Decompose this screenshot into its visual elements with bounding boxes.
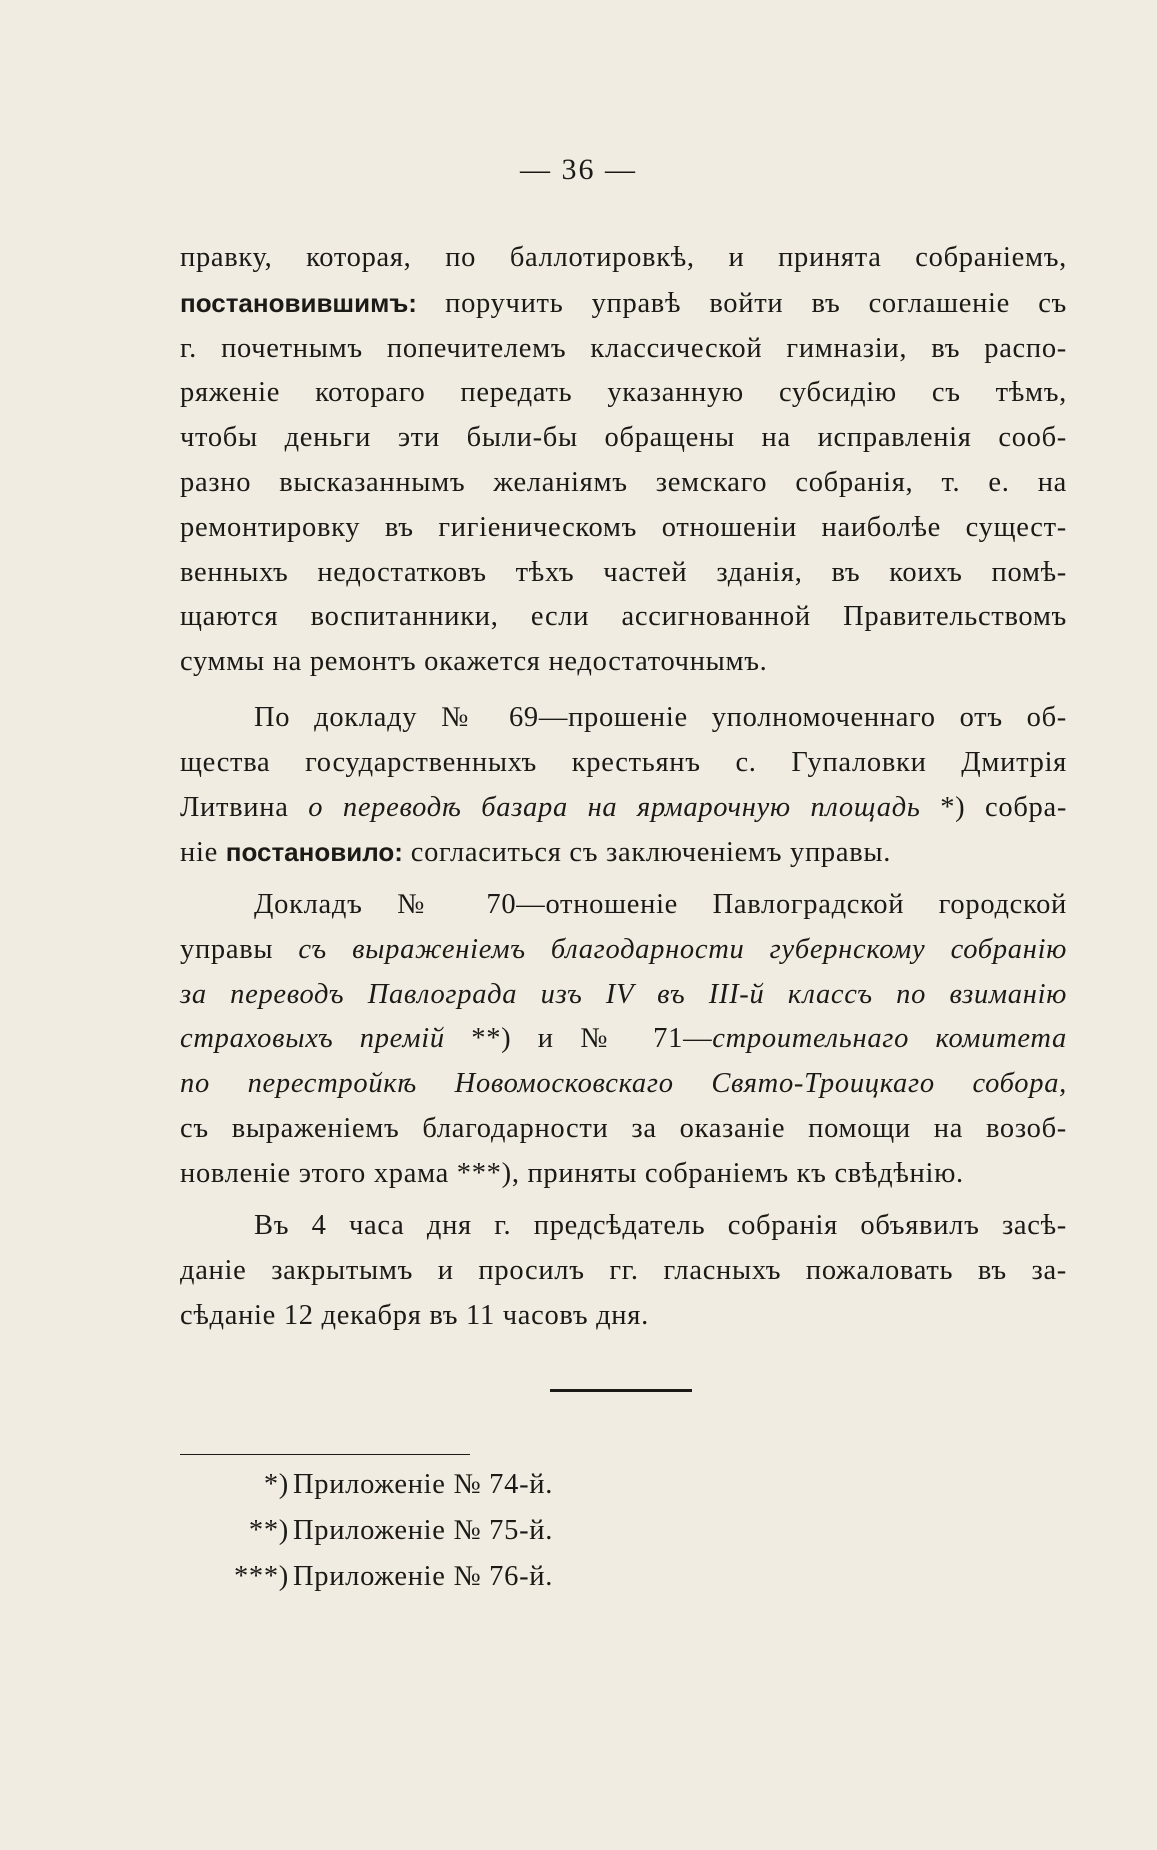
footnote (180, 1554, 680, 1600)
text-line: новленіе этого храма ***), приняты собраніемъ къ свѣдѣнію. (180, 1157, 964, 1189)
text-line: щаются воспитанники, если ассигнованной Правительствомъ (180, 601, 1067, 633)
footnote (180, 1508, 680, 1554)
footnote-text: Приложеніе № 74-й. (293, 1469, 554, 1500)
footnote-marker: ***) (233, 1561, 289, 1592)
text-line: страховыхъ премій **) и № 71—строительнаго комитета (180, 1023, 1067, 1055)
italic-text: строительнаго комитета (712, 1023, 1067, 1055)
text-line: щества государственныхъ крестьянъ с. Гупаловки Дмитрія (180, 746, 1067, 778)
text-line: Докладъ № 70—отношеніе Павлоградской городской (254, 889, 1067, 920)
text-line: г. почетнымъ попечителемъ классической гимназіи, въ распо- (180, 332, 1067, 364)
text-line: чтобы деньги эти были-бы обращены на исправленія сооб- (180, 422, 1067, 454)
italic-text: за переводъ Павлограда изъ IV въ III-й классъ по взиманію (180, 978, 1067, 1010)
italic-text: страховыхъ премій (180, 1023, 445, 1055)
paragraph-2 (180, 696, 1067, 876)
paragraph-3 (180, 883, 1067, 1197)
text-line: ніе постановило: согласиться съ заключеніемъ управы. (180, 837, 892, 869)
text-line: Литвина о переводѣ базара на ярмарочную площадь *) собра- (180, 791, 1068, 823)
footnote-text: Приложеніе № 75-й. (293, 1515, 554, 1546)
section-separator (550, 1389, 692, 1392)
bold-keyword: постановившимъ: (180, 287, 417, 318)
text-line: венныхъ недостатковъ тѣхъ частей зданія, въ коихъ помѣ- (180, 556, 1067, 588)
text-line (180, 973, 1067, 1018)
text-line: управы съ выраженіемъ благодарности губернскому собранію (180, 933, 1067, 965)
text-line: ряженіе котораго передать указанную субсидію съ тѣмъ, (180, 377, 1067, 409)
text-line: По докладу № 69—прошеніе уполномоченнаго отъ об- (254, 702, 1067, 733)
page-number: — 36 — (520, 153, 637, 186)
text-line (180, 1062, 1067, 1107)
text-line: постановившимъ: поручить управѣ войти въ соглашеніе съ (180, 287, 1067, 319)
paragraph-4 (180, 1204, 1067, 1338)
bold-keyword: постановило: (225, 837, 403, 868)
italic-text: съ выраженіемъ благодарности губернскому собранію (298, 933, 1067, 965)
text-line: Въ 4 часа дня г. предсѣдатель собранія объявилъ засѣ- (254, 1210, 1067, 1241)
footnotes (180, 1462, 680, 1600)
text-line: сѣданіе 12 декабря въ 11 часовъ дня. (180, 1299, 649, 1331)
footnote-marker: *) (263, 1469, 289, 1500)
footnote-text: Приложеніе № 76-й. (293, 1561, 554, 1592)
italic-text: о переводѣ базара на ярмарочную площадь (308, 791, 921, 823)
text-line: съ выраженіемъ благодарности за оказаніе помощи на возоб- (180, 1112, 1067, 1144)
text-line: разно высказаннымъ желаніямъ земскаго собранія, т. е. на (180, 466, 1067, 498)
footnote-rule (180, 1454, 470, 1455)
paragraph-1 (180, 236, 1067, 685)
italic-text: по перестройкѣ Новомосковскаго Свято-Троицкаго собора, (180, 1068, 1067, 1100)
text-line: даніе закрытымъ и просилъ гг. гласныхъ пожаловать въ за- (180, 1254, 1067, 1286)
footnote (180, 1462, 680, 1508)
footnote-marker: **) (248, 1515, 289, 1546)
text-line: суммы на ремонтъ окажется недостаточнымъ. (180, 646, 768, 678)
text-line: правку, которая, по баллотировкѣ, и принята собраніемъ, (180, 242, 1067, 273)
text-line: ремонтировку въ гигіеническомъ отношеніи наиболѣе сущест- (180, 511, 1067, 543)
